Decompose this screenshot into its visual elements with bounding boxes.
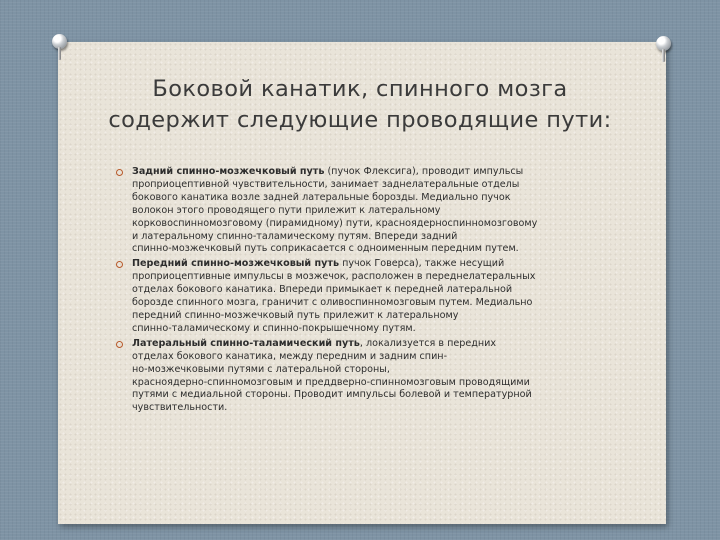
pushpin-icon — [656, 36, 671, 51]
circle-bullet-icon — [116, 169, 123, 176]
item-text-line: проприоцептивные импульсы в мозжечок, расположен в переднелатеральных — [132, 271, 536, 283]
item-text-line: , локализуется в передних — [359, 337, 497, 349]
item-text-line: красноядерно-спинномозговым и преддверно-спинномозговым проводящими — [132, 376, 530, 388]
item-text-line: передний спинно-мозжечковый путь прилежит к латеральному — [132, 309, 459, 321]
item-text-line: пучок Говерса), также несущий — [339, 258, 505, 270]
pathway-name: Передний спинно-мозжечковый путь — [132, 258, 340, 270]
list-item — [116, 338, 598, 415]
item-text-line: но-мозжечковыми путями с латеральной стороны, — [132, 363, 390, 375]
item-text-line: волокон этого проводящего пути прилежит к латеральному — [132, 204, 441, 216]
item-text-line: проприоцептивной чувствительности, занимает заднелатеральные отделы — [132, 178, 520, 190]
bullet-list — [116, 166, 598, 417]
item-text-line: отделах бокового канатика. Впереди примыкает к передней латеральной — [132, 284, 513, 296]
list-item — [116, 166, 598, 256]
pushpin-icon — [52, 34, 67, 49]
pathway-name: Латеральный спинно-таламический путь — [132, 337, 360, 349]
item-text-line: путями с медиальной стороны. Проводит импульсы болевой и температурной — [132, 389, 532, 401]
item-text-line: спинно-мозжечковый путь соприкасается с одноименным передним путем. — [132, 243, 519, 255]
item-text-line: отделах бокового канатика, между передним и задним спин- — [132, 350, 448, 362]
item-text-line: и латеральному спинно-таламическому путям. Впереди задний — [132, 230, 458, 242]
pathway-name: Задний спинно-мозжечковый путь — [132, 166, 325, 177]
item-text-line: бокового канатика возле задней латеральные борозды. Медиально пучок — [132, 191, 511, 203]
list-item — [116, 258, 598, 335]
item-text-line: чувствительности. — [132, 402, 228, 414]
slide-title — [70, 74, 650, 136]
circle-bullet-icon — [116, 261, 123, 268]
item-text-line: корковоспинномозговому (пирамидному) пути, красноядерноспинномозговому — [132, 217, 538, 229]
title-line: содержит следующие проводящие пути: — [108, 107, 612, 133]
item-text-line: (пучок Флексига), проводит импульсы — [324, 166, 524, 177]
item-text-line: спинно-таламическому и спинно-покрышечному путям. — [132, 322, 416, 334]
item-text-line: борозде спинного мозга, граничит с оливоспинномозговым путем. Медиально — [132, 297, 533, 309]
title-line: Боковой канатик, спинного мозга — [152, 76, 568, 102]
circle-bullet-icon — [116, 341, 123, 348]
